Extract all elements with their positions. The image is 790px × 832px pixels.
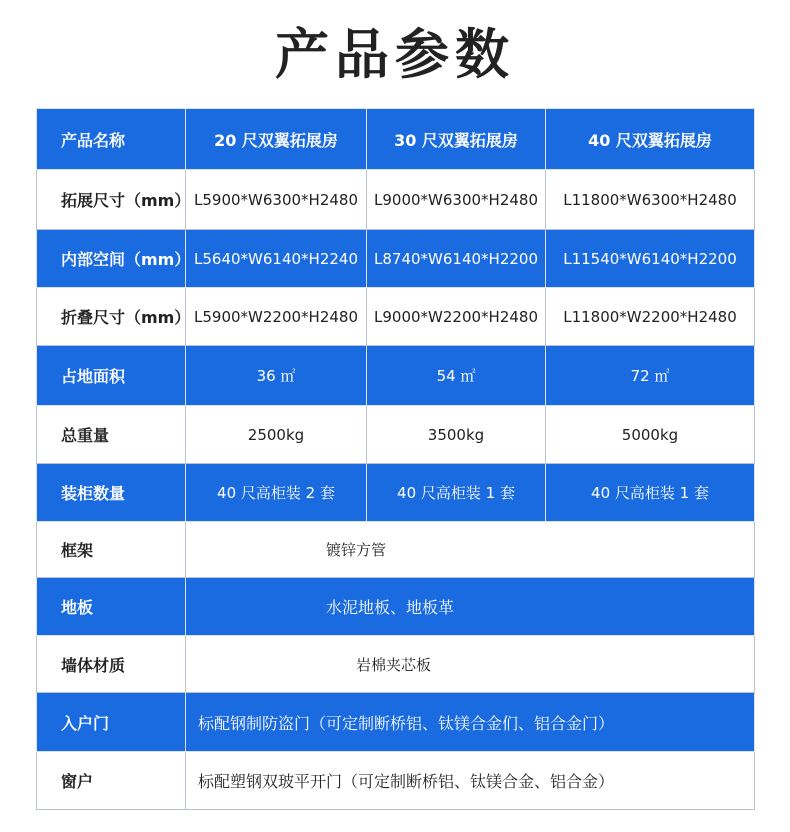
header-col-40ft: 40 尺双翼拓展房 [546,109,755,170]
header-col-30ft: 30 尺双翼拓展房 [367,109,546,170]
merged-cell-value: 水泥地板、地板革 [186,578,755,636]
cell-value: 2500kg [186,406,367,464]
cell-value: 40 尺高柜装 1 套 [367,464,546,522]
cell-value: L9000*W2200*H2480 [367,288,546,346]
cell-value: 40 尺高柜装 2 套 [186,464,367,522]
table-row [37,230,755,288]
table-row [37,752,755,810]
merged-cell-value: 镀锌方管 [186,522,755,578]
header-col-20ft: 20 尺双翼拓展房 [186,109,367,170]
merged-cell-value: 标配塑钢双玻平开门（可定制断桥铝、钛镁合金、铝合金） [186,752,755,810]
cell-value: L8740*W6140*H2200 [367,230,546,288]
header-label: 产品名称 [37,109,186,170]
cell-value: L11540*W6140*H2200 [546,230,755,288]
row-label: 入户门 [37,693,186,752]
cell-value: 5000kg [546,406,755,464]
cell-value: L11800*W2200*H2480 [546,288,755,346]
spec-table [36,108,755,810]
table-header-row [37,109,755,170]
row-label: 窗户 [37,752,186,810]
cell-value: 72 ㎡ [546,346,755,406]
page-title: 产品参数 [275,23,515,86]
table-row [37,693,755,752]
cell-value: L11800*W6300*H2480 [546,170,755,230]
table-row [37,170,755,230]
cell-value: L5900*W6300*H2480 [186,170,367,230]
cell-value: 36 ㎡ [186,346,367,406]
row-label: 墙体材质 [37,636,186,693]
cell-value: 54 ㎡ [367,346,546,406]
row-label: 拓展尺寸（mm） [37,170,186,230]
cell-value: 3500kg [367,406,546,464]
cell-value: L9000*W6300*H2480 [367,170,546,230]
row-label: 总重量 [37,406,186,464]
row-label: 内部空间（mm） [37,230,186,288]
table-row [37,636,755,693]
table-row [37,522,755,578]
cell-value: L5900*W2200*H2480 [186,288,367,346]
table-row [37,346,755,406]
row-label: 装柜数量 [37,464,186,522]
row-label: 框架 [37,522,186,578]
row-label: 地板 [37,578,186,636]
table-row [37,288,755,346]
table-row [37,578,755,636]
cell-value: 40 尺高柜装 1 套 [546,464,755,522]
row-label: 折叠尺寸（mm） [37,288,186,346]
merged-cell-value: 岩棉夹芯板 [186,636,755,693]
merged-cell-value: 标配钢制防盗门（可定制断桥铝、钛镁合金们、铝合金门） [186,693,755,752]
table-row [37,464,755,522]
table-row [37,406,755,464]
cell-value: L5640*W6140*H2240 [186,230,367,288]
row-label: 占地面积 [37,346,186,406]
